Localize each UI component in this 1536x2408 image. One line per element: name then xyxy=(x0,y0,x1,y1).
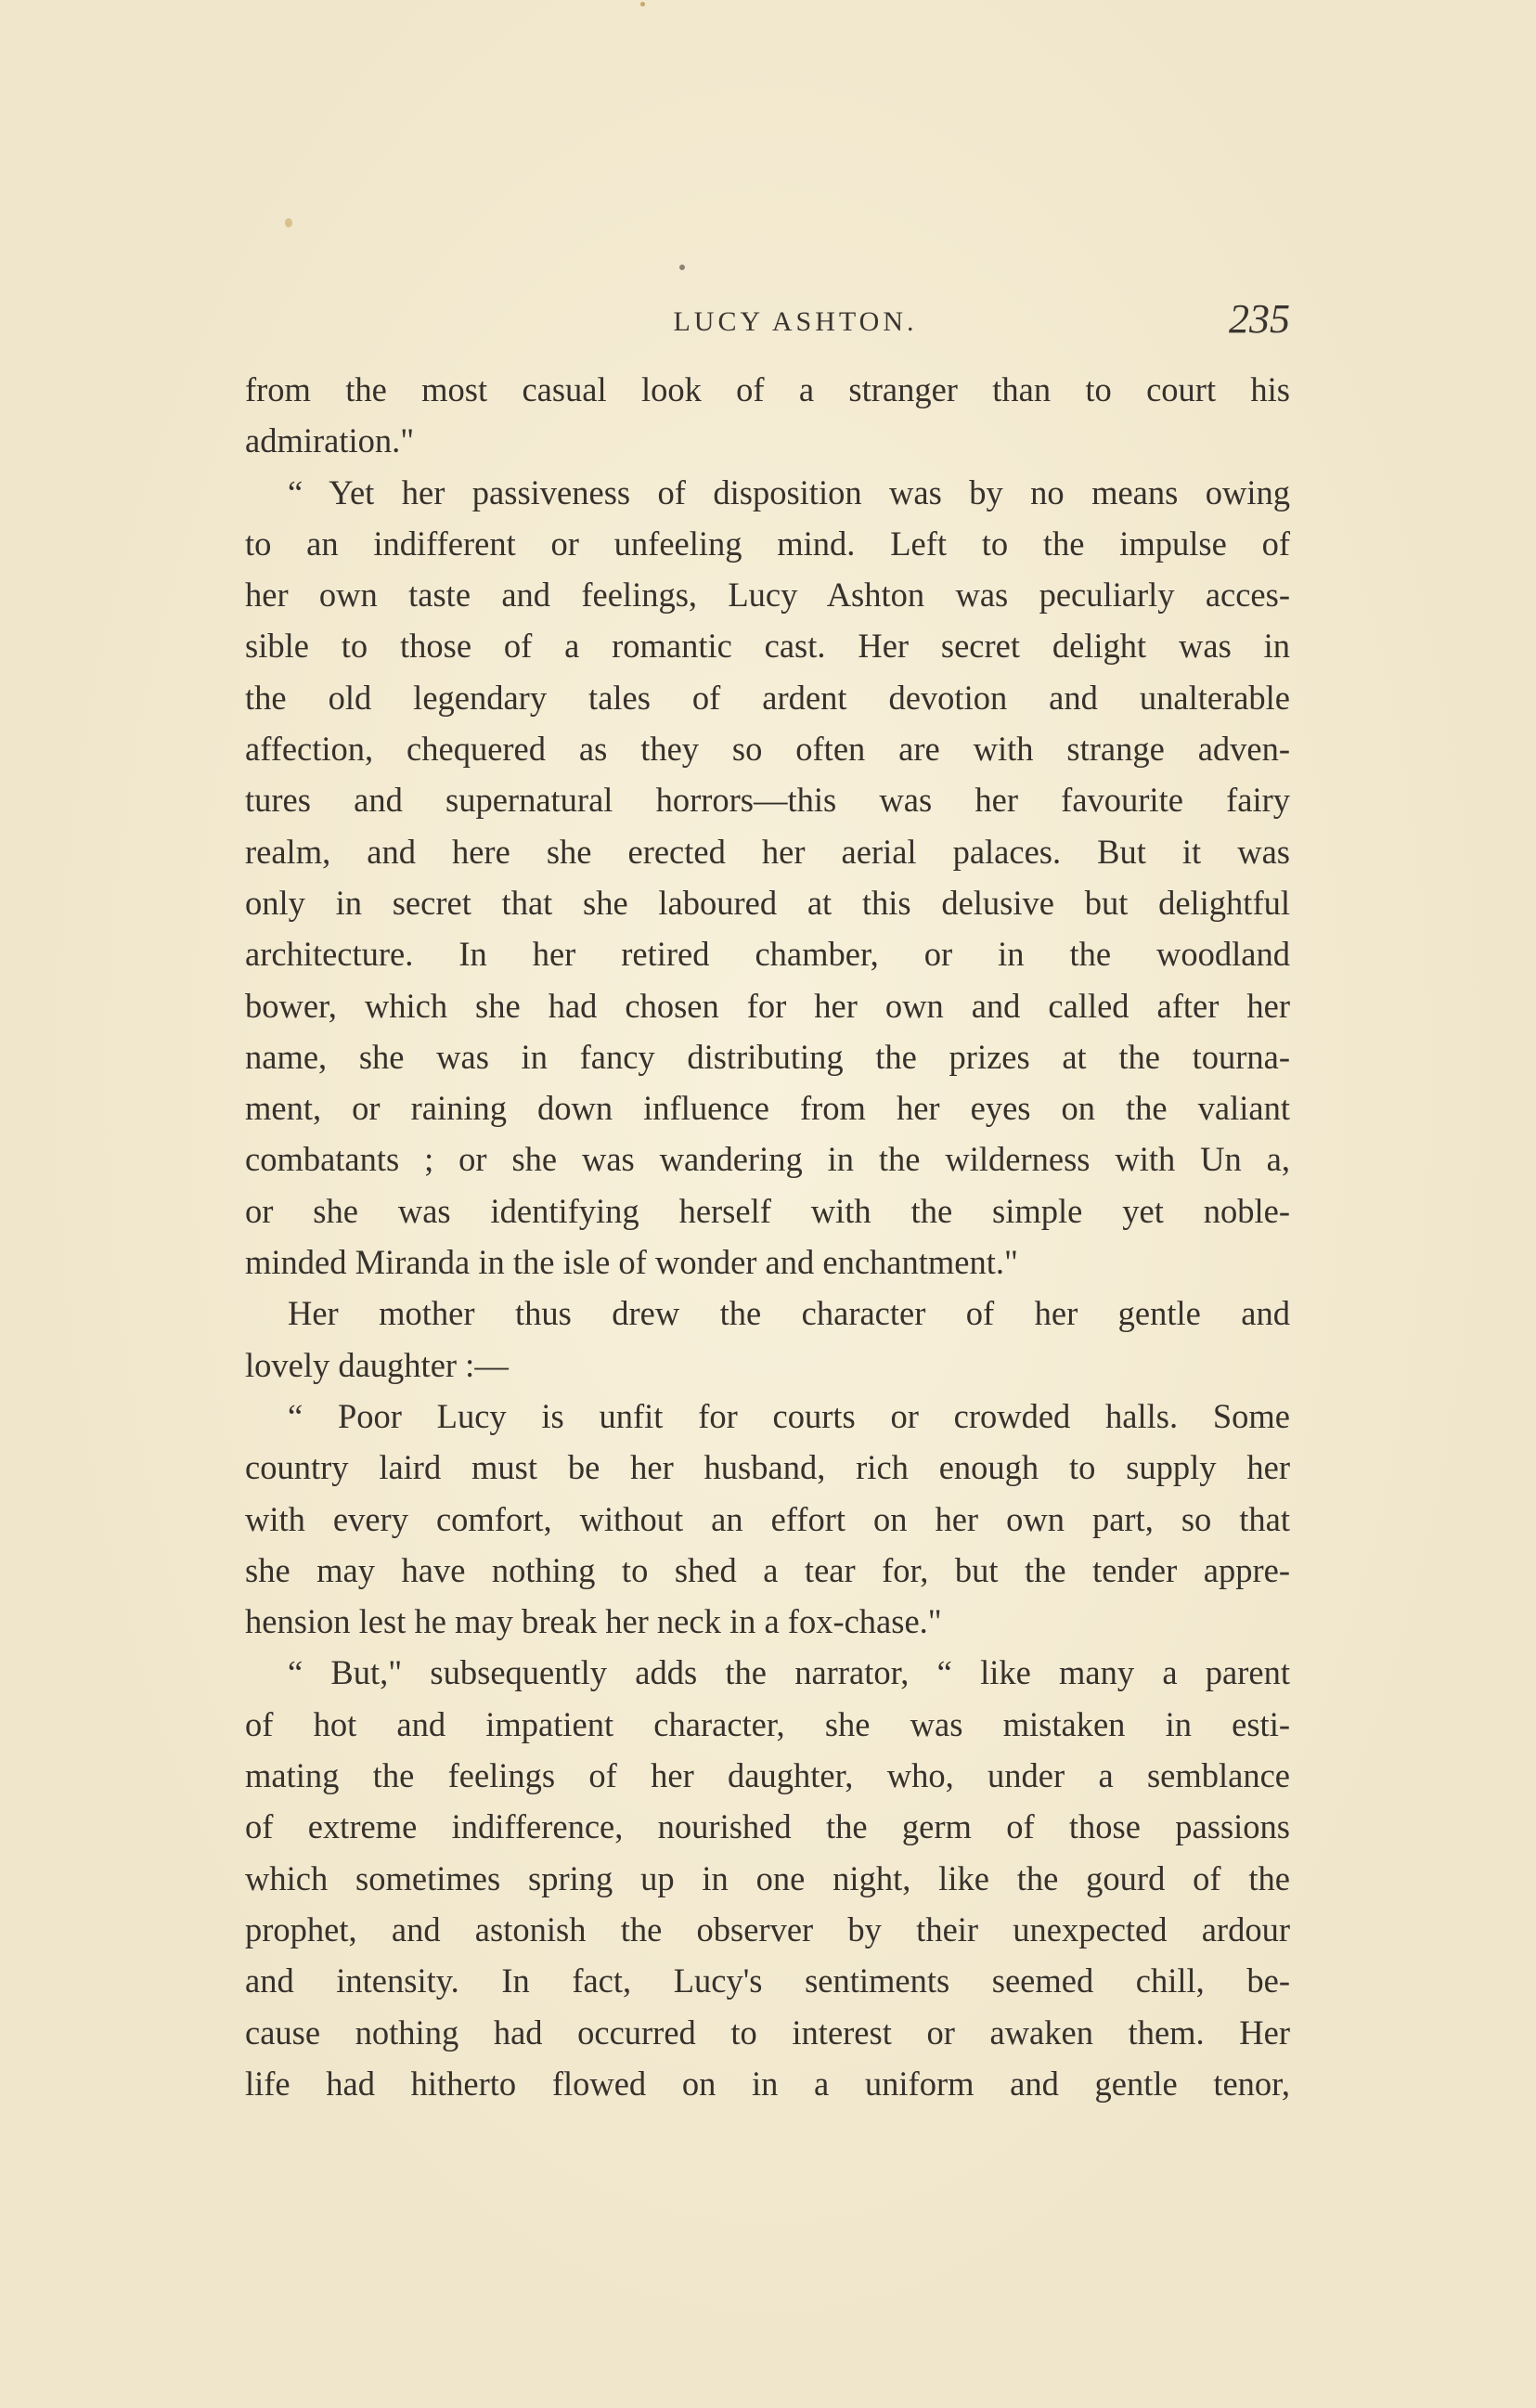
text-line: or she was identifying herself with the simple yet noble- xyxy=(245,1191,1290,1230)
text-line: “ Poor Lucy is unfit for courts or crowded halls. Some xyxy=(288,1396,1290,1435)
text-line: to an indifferent or unfeeling mind. Left to the impulse of xyxy=(245,524,1290,563)
text-line: of hot and impatient character, she was mistaken in esti- xyxy=(245,1704,1290,1743)
text-line: minded Miranda in the isle of wonder and enchantment." xyxy=(245,1243,1018,1282)
text-line: hension lest he may break her neck in a fox-chase." xyxy=(245,1602,942,1641)
text-line: the old legendary tales of ardent devotion and unalterable xyxy=(245,678,1290,717)
text-line: name, she was in fancy distributing the prizes at the tourna- xyxy=(245,1037,1290,1076)
text-line: with every comfort, without an effort on her own part, so that xyxy=(245,1499,1290,1538)
text-line: “ But," subsequently adds the narrator, “ like many a parent xyxy=(288,1653,1290,1692)
text-line: bower, which she had chosen for her own and called after her xyxy=(245,986,1290,1025)
running-head: LUCY ASHTON. xyxy=(673,306,918,337)
text-line: admiration." xyxy=(245,421,415,460)
text-line: she may have nothing to shed a tear for, but the tender appre- xyxy=(245,1550,1290,1589)
text-line: realm, and here she erected her aerial palaces. But it was xyxy=(245,832,1290,871)
text-line: prophet, and astonish the observer by their unexpected ardour xyxy=(245,1910,1290,1948)
text-line: lovely daughter :— xyxy=(245,1345,509,1384)
text-line: only in secret that she laboured at this delusive but delightful xyxy=(245,883,1290,922)
paper-speck xyxy=(285,218,292,227)
text-line: combatants ; or she was wandering in the wilderness with Un a, xyxy=(245,1140,1290,1179)
text-line: which sometimes spring up in one night, like the gourd of the xyxy=(245,1858,1290,1897)
text-line: “ Yet her passiveness of disposition was by no means owing xyxy=(288,473,1290,511)
page-header xyxy=(245,295,1290,351)
text-line: affection, chequered as they so often are with strange adven- xyxy=(245,730,1290,769)
paper-speck xyxy=(679,265,685,270)
text-line: architecture. In her retired chamber, or in the woodland xyxy=(245,935,1290,974)
text-line: ment, or raining down influence from her eyes on the valiant xyxy=(245,1089,1290,1128)
paper-speck xyxy=(640,2,645,6)
text-line: cause nothing had occurred to interest or awaken them. Her xyxy=(245,2013,1290,2052)
text-line: country laird must be her husband, rich enough to supply her xyxy=(245,1448,1290,1487)
text-line: tures and supernatural horrors—this was her favourite fairy xyxy=(245,781,1290,820)
text-line: and intensity. In fact, Lucy's sentiments seemed chill, be- xyxy=(245,1961,1290,2000)
text-line: sible to those of a romantic cast. Her secret delight was in xyxy=(245,627,1290,666)
body-text xyxy=(245,364,1290,2109)
text-line: from the most casual look of a stranger than to court his xyxy=(245,370,1290,408)
text-line: of extreme indifference, nourished the germ of those passions xyxy=(245,1807,1290,1846)
text-line: life had hitherto flowed on in a uniform and gentle tenor, xyxy=(245,2064,1290,2103)
text-line: mating the feelings of her daughter, who, under a semblance xyxy=(245,1756,1290,1795)
page-number: 235 xyxy=(1229,296,1290,342)
text-line: Her mother thus drew the character of her gentle and xyxy=(288,1294,1290,1333)
text-line: her own taste and feelings, Lucy Ashton was peculiarly acces- xyxy=(245,576,1290,615)
